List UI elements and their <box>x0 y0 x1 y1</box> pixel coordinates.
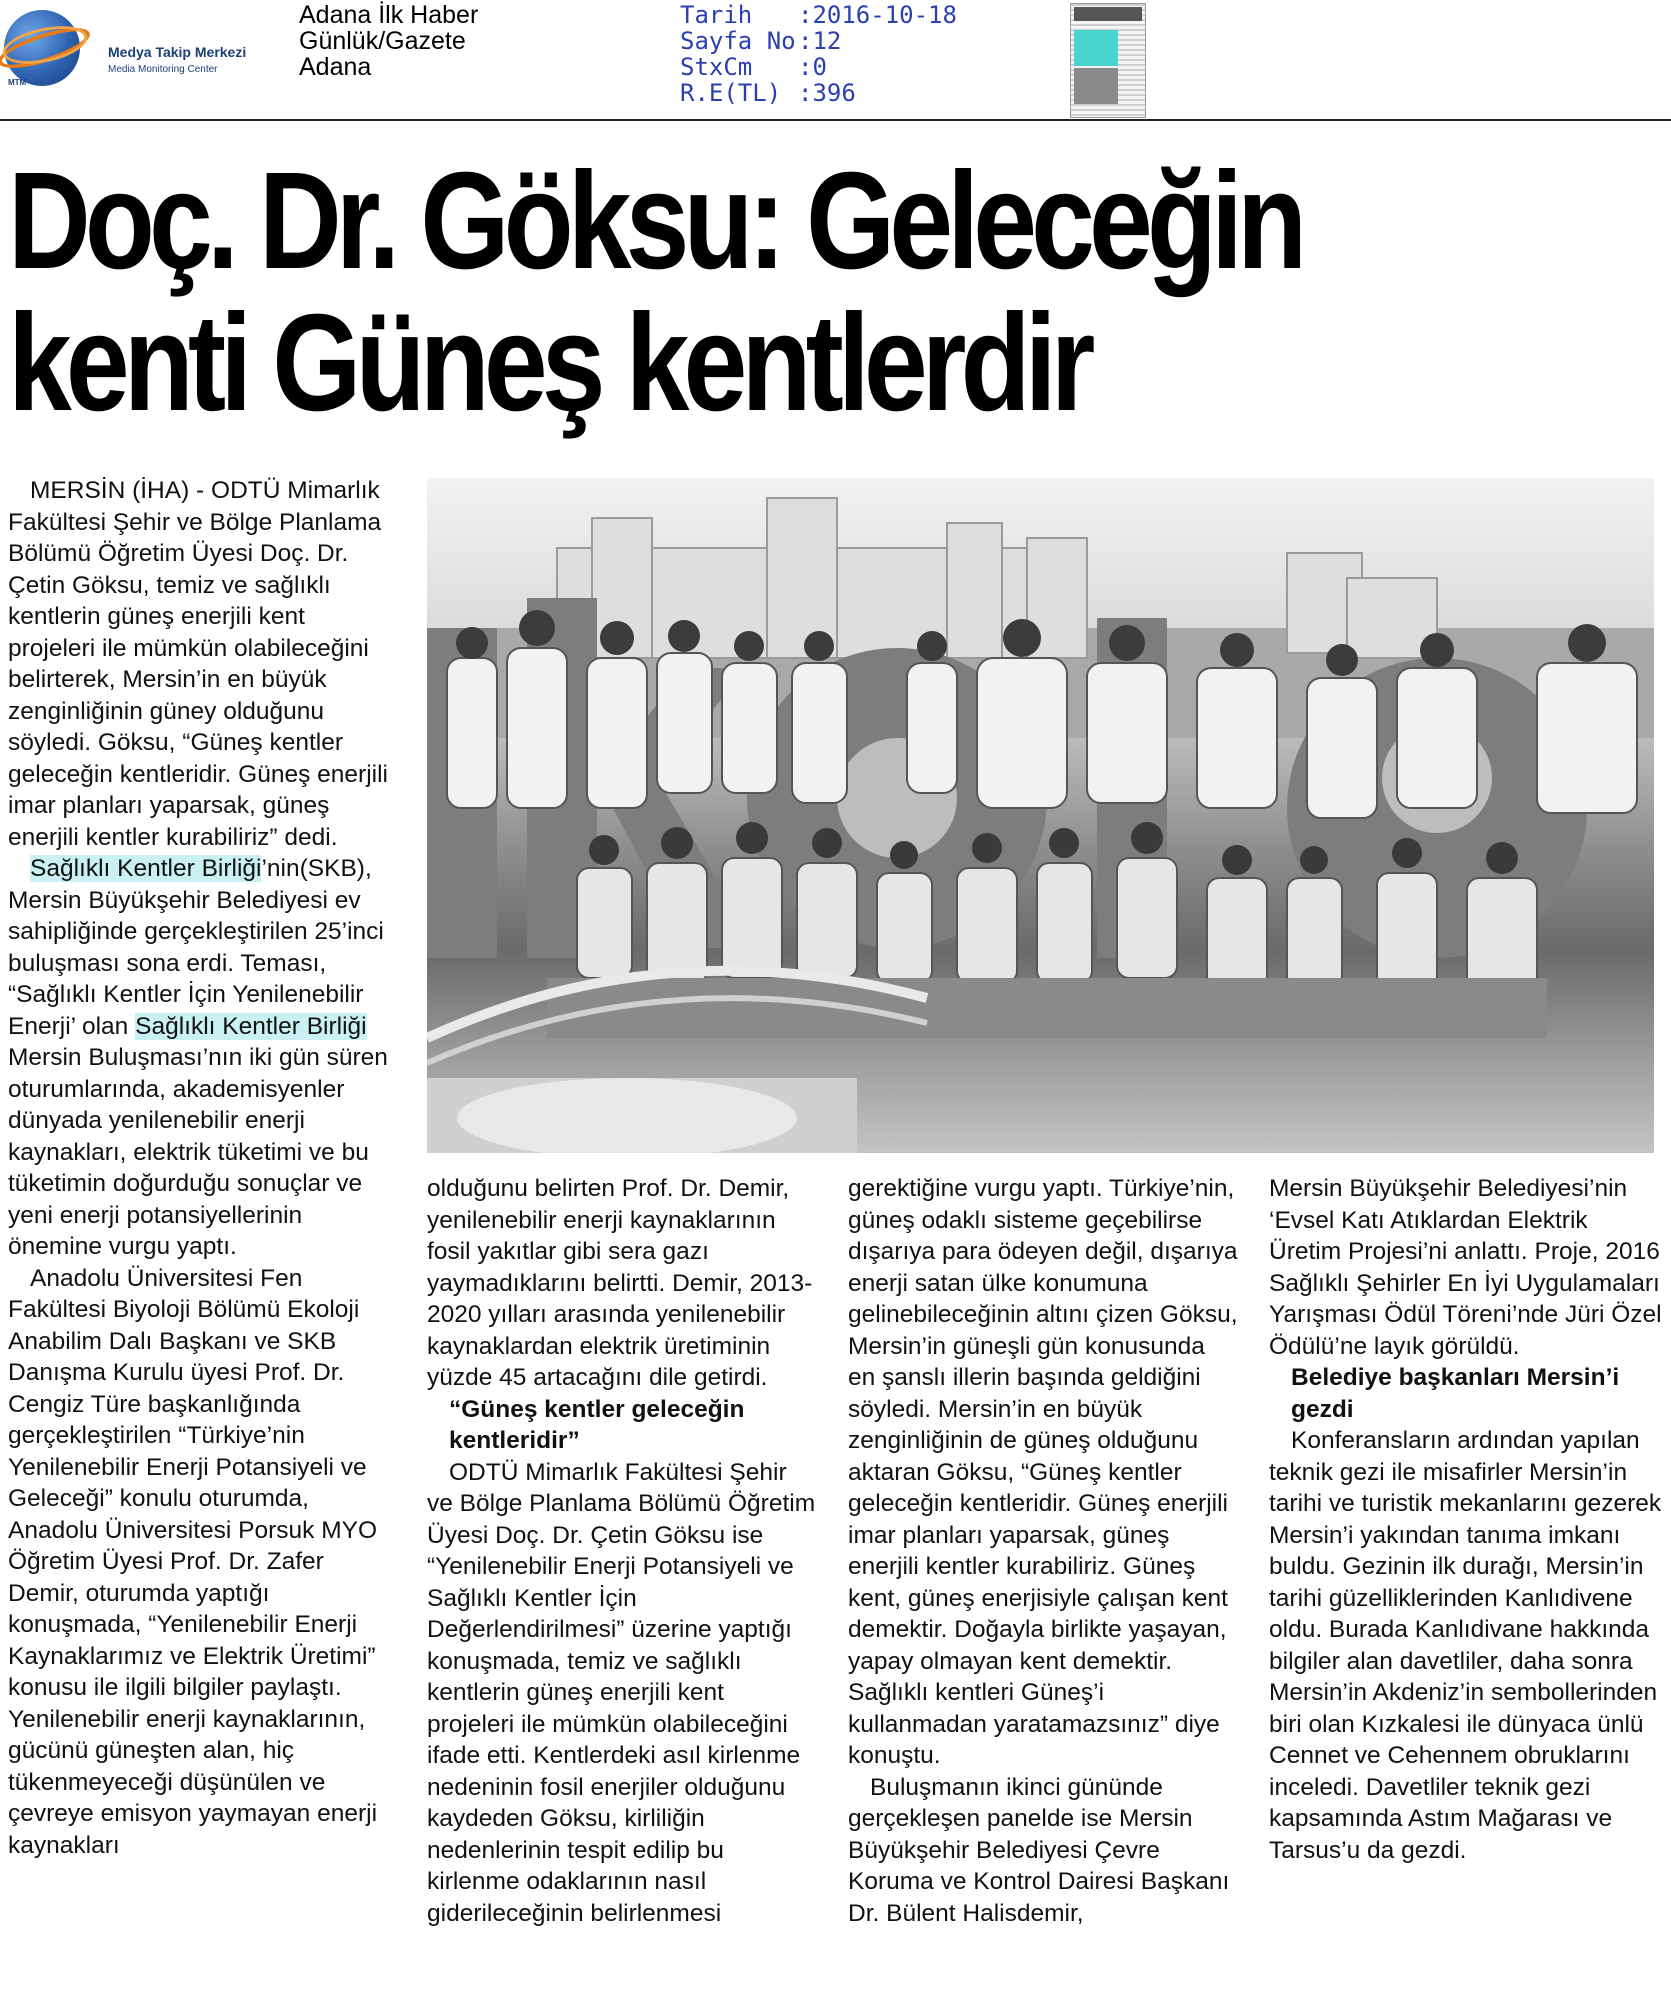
highlight-term: Sağlıklı Kentler Birliği <box>30 855 262 882</box>
paragraph: Buluşmanın ikinci gününde gerçekleşen panelde ise Mersin Büyükşehir Belediyesi Çevre Koruma ve Kontrol Dairesi Başkanı Dr. Bülent Halisdemir, <box>848 1773 1230 1927</box>
meta-value: :0 <box>798 53 827 81</box>
paragraph: olduğunu belirten Prof. Dr. Demir, yenilenebilir enerji kaynaklarının fosil yakıtlar gibi sera gazı yaymadıklarını belirtti. Demir, 2013-2020 yılları arasında yenilenebilir kaynaklardan elektrik üretiminin yüzde 45 artacağını dile getirdi. <box>427 1175 813 1391</box>
logo-name: Medya Takip Merkezi <box>108 44 247 60</box>
meta-row-date <box>680 2 957 28</box>
meta-row-ad-value <box>680 80 957 106</box>
paragraph: MERSİN (İHA) - ODTÜ Mimarlık Fakültesi Şehir ve Bölge Planlama Bölümü Öğretim Üyesi Doç. Dr. Çetin Göksu, temiz ve sağlıklı kentlerin güneş enerjili kent projeleri ile mümkün olabileceğini belirterek, Mersin’in en büyük zenginliğinin güney olduğunu söyledi. Göksu, “Güneş kentler geleceğin kentleridir. Güneş enerjili imar planları yaparsak, güneş enerjili kentler kurabiliriz” dedi. <box>8 477 388 851</box>
page-thumbnail[interactable] <box>1070 3 1146 118</box>
meta-row-page <box>680 28 957 54</box>
photo-illustration <box>427 478 1654 1153</box>
publication-name: Adana İlk Haber <box>299 1 479 29</box>
meta-label: StxCm <box>680 53 753 81</box>
meta-row-stxcm <box>680 54 957 80</box>
headline-line-1: Doç. Dr. Göksu: Geleceğin <box>8 144 1302 298</box>
logo <box>4 4 296 90</box>
subheading: Belediye başkanları Mersin’i gezdi <box>1291 1364 1620 1423</box>
paragraph: Konferansların ardından yapılan teknik gezi ile misafirler Mersin’in tarihi ve turistik mekanlarını gezerek Mersin’i yakından tanıma imkanı buldu. Gezinin ilk durağı, Mersin’in tarihi güzelliklerinden Kanlıdivene oldu. Burada Kanlıdivane hakkında bilgiler alan davetliler, daha sonra Mersin’in Akdeniz’in sembollerinden biri olan Kızkalesi ile dünyaca ünlü Cennet ve Cehennem obruklarını inceledi. Davetliler teknik gezi kapsamında Astım Mağarası ve Tarsus’u da gezdi. <box>1269 1427 1662 1864</box>
logo-subtitle: Media Monitoring Center <box>108 64 218 75</box>
thumbnail-headline <box>1074 7 1142 21</box>
article-column-1 <box>8 475 388 1861</box>
meta-value: :12 <box>798 27 842 55</box>
thumbnail-photo <box>1074 68 1118 104</box>
highlight-term: Sağlıklı Kentler Birliği <box>135 1012 367 1040</box>
headline-line-2: kenti Güneş kentlerdir <box>8 286 1090 440</box>
publication-city: Adana <box>299 53 372 81</box>
thumbnail-highlight <box>1074 30 1118 66</box>
meta-value: :396 <box>798 79 856 107</box>
paragraph: Mersin Büyükşehir Belediyesi’nin ‘Evsel Katı Atıklardan Elektrik Üretim Projesi’ni anlattı. Proje, 2016 Sağlıklı Şehirler En İyi Uygulamaları Yarışması Ödül Töreni’nde Jüri Özel Ödülü’ne layık görüldü. <box>1269 1175 1662 1360</box>
meta-label: R.E(TL) <box>680 79 782 107</box>
article-photo <box>427 478 1654 1153</box>
text-span: Mersin Buluşması’nın iki gün süren oturumlarında, akademisyenler dünyada yenilenebilir enerji kaynakları, elektrik tüketimi ve bu tüketimin doğurduğu sonuçlar ve yeni enerji potansiyellerinin önemine vurgu yaptı. <box>8 1044 388 1260</box>
publication-type: Günlük/Gazete <box>299 27 466 55</box>
subheading: “Güneş kentler geleceğin kentleridir” <box>449 1395 745 1454</box>
paragraph: Anadolu Üniversitesi Fen Fakültesi Biyoloji Bölümü Ekoloji Anabilim Dalı Başkanı ve SKB Danışma Kurulu üyesi Prof. Dr. Cengiz Türe başkanlığında gerçekleştirilen “Türkiye’nin Yenilenebilir Enerji Potansiyeli ve Geleceği” konulu oturumda, Anadolu Üniversitesi Porsuk MYO Öğretim Üyesi Prof. Dr. Zafer Demir, oturumda yaptığı konuşmada, “Yenilenebilir Enerji Kaynaklarımız ve Elektrik Üretimi” konusu ile ilgili bilgiler paylaştı. Yenilenebilir enerji kaynaklarının, gücünü güneşten alan, hiç tükenmeyeceği düşünülen ve çevreye emisyon yaymayan enerji kaynakları <box>8 1264 378 1859</box>
article-column-3 <box>848 1173 1238 1929</box>
headline <box>8 144 1386 440</box>
text-span: ’nin(SKB), Mersin Büyükşehir Belediyesi ev sahipliğinde gerçekleştirilen 25’inci buluşması sona erdi. Teması, “Sağlıklı Kentler İçin Yenilenebilir Enerji’ olan <box>8 855 384 1040</box>
publication-info <box>299 2 478 80</box>
article-column-4 <box>1269 1173 1664 1866</box>
header-divider <box>0 119 1671 121</box>
paragraph <box>8 853 388 1263</box>
paragraph: gerektiğine vurgu yaptı. Türkiye’nin, güneş odaklı sisteme geçebilirse dışarıya para ödeyen değil, dışarıya enerji satan ülke konumuna gelinebileceğinin altını çizen Göksu, Mersin’in güneşli gün konusunda en şanslı illerin başında geldiğini söyledi. Mersin’in en büyük zenginliğinin de güneş olduğunu aktaran Göksu, “Güneş kentler geleceğin kentleridir. Güneş enerjili imar planları yaparsak, güneş enerjili kentler kurabiliriz. Güneş kent, güneş enerjisiyle çalışan kent demektir. Doğayla birlikte yaşayan, yapay olmayan kent demektir. Sağlıklı kentleri Güneş’i kullanmadan yaratamazsınız” diye konuştu. <box>848 1175 1238 1769</box>
logo-mark: MTM <box>8 78 27 87</box>
meta-label: Sayfa No <box>680 27 796 55</box>
meta-value: :2016-10-18 <box>798 1 957 29</box>
clipping-meta <box>680 2 957 106</box>
paragraph: ODTÜ Mimarlık Fakültesi Şehir ve Bölge Planlama Bölümü Öğretim Üyesi Doç. Dr. Çetin Göksu ise “Yenilenebilir Enerji Potansiyeli ve Sağlıklı Kentler İçin Değerlendirilmesi” üzerine yaptığı konuşmada, temiz ve sağlıklı kentlerin güneş enerjili kent projeleri ile mümkün olabileceğini ifade etti. Kentlerdeki asıl kirlenme nedeninin fosil enerjiler olduğunu kaydeden Göksu, kirliliğin nedenlerinin tespit edilip bu kirlenme odaklarının nasıl giderileceğinin belirlenmesi <box>427 1458 816 1927</box>
meta-label: Tarih <box>680 1 753 29</box>
article-column-2 <box>427 1173 817 1929</box>
